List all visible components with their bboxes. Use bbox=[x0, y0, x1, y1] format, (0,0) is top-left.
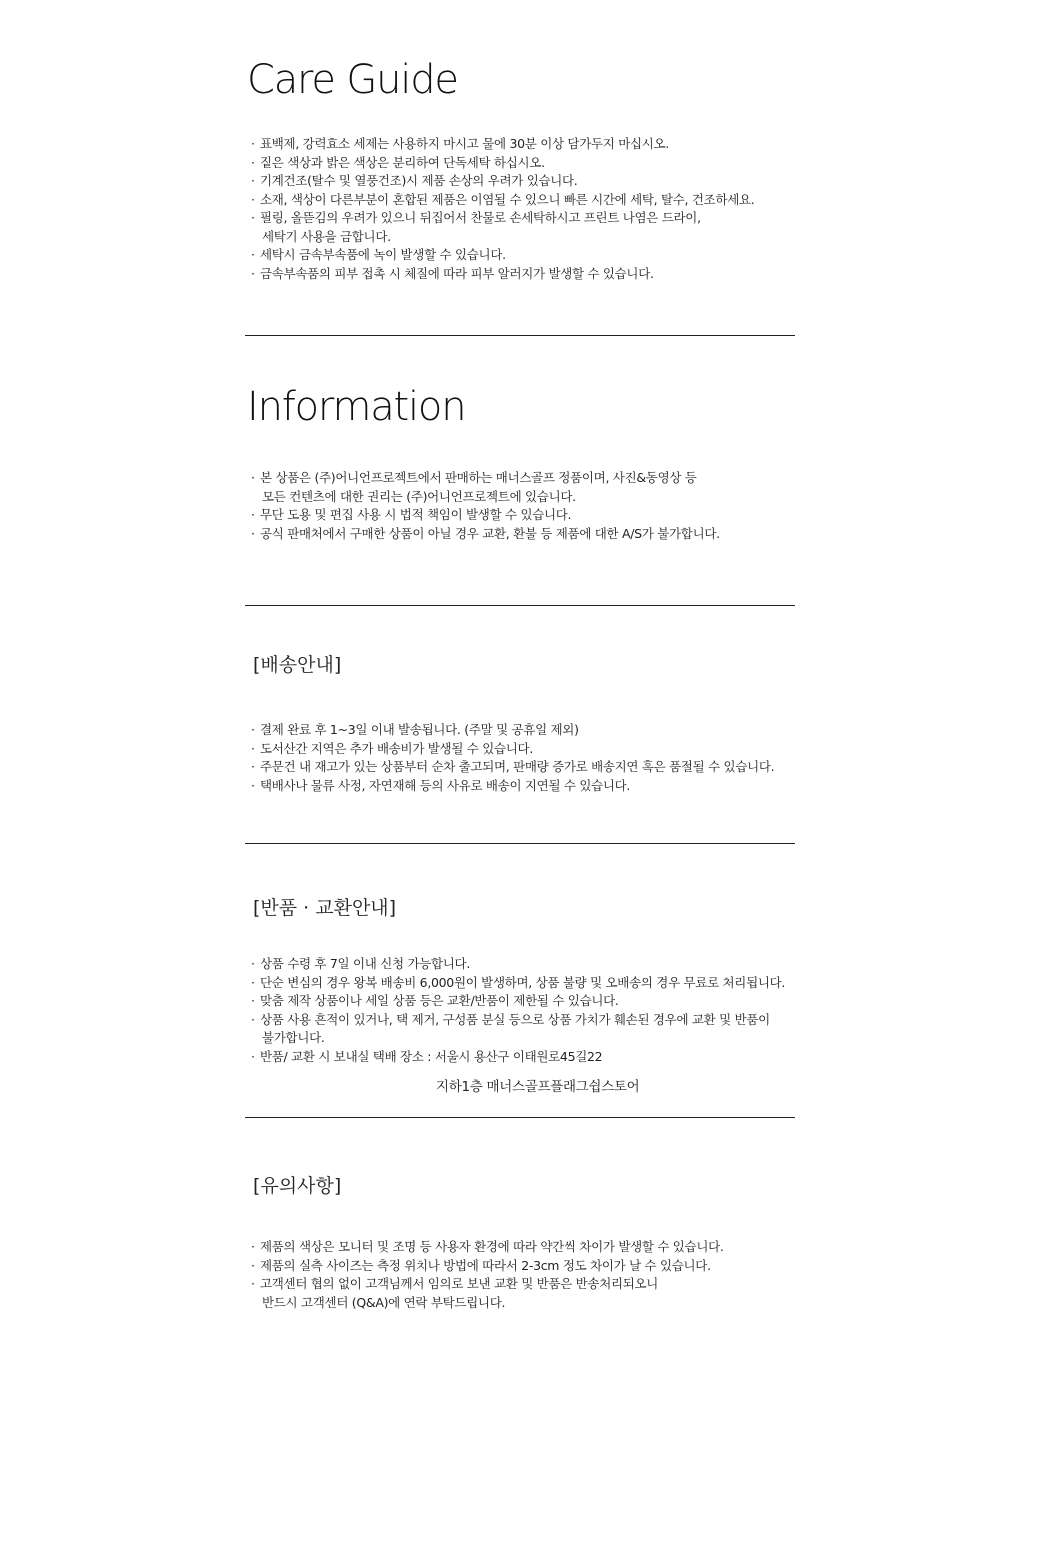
notice-title: [유의사항] bbox=[253, 1175, 342, 1197]
list-item: · 주문건 내 재고가 있는 상품부터 순차 출고되며, 판매량 증가로 배송지연 혹은 품절될 수 있습니다. bbox=[251, 759, 775, 774]
list-item-continuation: 불가합니다. bbox=[262, 1030, 325, 1045]
care-guide-title: Care Guide bbox=[247, 57, 458, 103]
list-item: · 반품/ 교환 시 보내실 택배 장소 : 서울시 용산구 이태원로45길22 bbox=[251, 1048, 603, 1064]
shipping-list bbox=[251, 721, 774, 795]
list-item: · 결제 완료 후 1~3일 이내 발송됩니다. (주말 및 공휴일 제외) bbox=[251, 722, 579, 737]
list-item-continuation: 모든 컨텐츠에 대한 권리는 (주)어니언프로젝트에 있습니다. bbox=[262, 488, 576, 504]
list-item: · 소재, 색상이 다른부분이 혼합된 제품은 이염될 수 있으니 빠른 시간에 세탁, 탈수, 건조하세요. bbox=[251, 191, 755, 207]
section-divider bbox=[245, 843, 795, 844]
list-item: · 무단 도용 및 편집 사용 시 법적 책임이 발생할 수 있습니다. bbox=[251, 507, 572, 522]
list-item: · 필링, 올뜯김의 우려가 있으니 뒤집어서 찬물로 손세탁하시고 프린트 나염은 드라이, bbox=[251, 210, 701, 225]
notice-list bbox=[251, 1238, 724, 1312]
list-item: · 맞춤 제작 상품이나 세일 상품 등은 교환/반품이 제한될 수 있습니다. bbox=[251, 993, 619, 1008]
information-title: Information bbox=[247, 384, 466, 430]
list-item: · 세탁시 금속부속품에 녹이 발생할 수 있습니다. bbox=[251, 247, 506, 262]
list-item: · 상품 수령 후 7일 이내 신청 가능합니다. bbox=[251, 956, 470, 971]
information-list bbox=[251, 469, 720, 543]
list-item-continuation: 반드시 고객센터 (Q&A)에 연락 부탁드립니다. bbox=[262, 1294, 506, 1310]
list-item: · 제품의 실측 사이즈는 측정 위치나 방법에 따라서 2-3cm 정도 차이가 날 수 있습니다. bbox=[251, 1257, 711, 1273]
list-item: · 고객센터 협의 없이 고객님께서 임의로 보낸 교환 및 반품은 반송처리되오니 bbox=[251, 1276, 659, 1291]
returns-title: [반품 · 교환안내] bbox=[253, 897, 397, 919]
list-item-continuation: 세탁기 사용을 금합니다. bbox=[262, 228, 391, 244]
list-item: · 표백제, 강력효소 세제는 사용하지 마시고 물에 30분 이상 담가두지 마십시오. bbox=[251, 136, 669, 151]
return-address-line2: 지하1층 매너스골프플래그쉽스토어 bbox=[436, 1079, 640, 1095]
list-item: · 기계건조(탈수 및 열풍건조)시 제품 손상의 우려가 있습니다. bbox=[251, 173, 578, 188]
list-item: · 공식 판매처에서 구매한 상품이 아닐 경우 교환, 환불 등 제품에 대한 A/S가 불가합니다. bbox=[251, 525, 720, 541]
list-item: · 택배사나 물류 사정, 자연재해 등의 사유로 배송이 지연될 수 있습니다. bbox=[251, 777, 631, 793]
list-item: · 단순 변심의 경우 왕복 배송비 6,000원이 발생하며, 상품 불량 및 오배송의 경우 무료로 처리됩니다. bbox=[251, 974, 786, 990]
list-item: · 상품 사용 흔적이 있거나, 택 제거, 구성품 분실 등으로 상품 가치가 훼손된 경우에 교환 및 반품이 bbox=[251, 1011, 770, 1027]
list-item: · 제품의 색상은 모니터 및 조명 등 사용자 환경에 따라 약간씩 차이가 발생할 수 있습니다. bbox=[251, 1239, 724, 1254]
care-guide-list bbox=[251, 135, 754, 283]
shipping-title: [배송안내] bbox=[253, 654, 342, 676]
section-divider bbox=[245, 335, 795, 336]
list-item: · 짙은 색상과 밝은 색상은 분리하여 단독세탁 하십시오. bbox=[251, 154, 545, 170]
section-divider bbox=[245, 605, 795, 606]
returns-list bbox=[251, 955, 785, 1066]
list-item: · 본 상품은 (주)어니언프로젝트에서 판매하는 매너스골프 정품이며, 사진&동영상 등 bbox=[251, 470, 697, 485]
list-item: · 금속부속품의 피부 접촉 시 체질에 따라 피부 알러지가 발생할 수 있습니다. bbox=[251, 265, 654, 281]
section-divider bbox=[245, 1117, 795, 1118]
list-item: · 도서산간 지역은 추가 배송비가 발생될 수 있습니다. bbox=[251, 740, 533, 756]
